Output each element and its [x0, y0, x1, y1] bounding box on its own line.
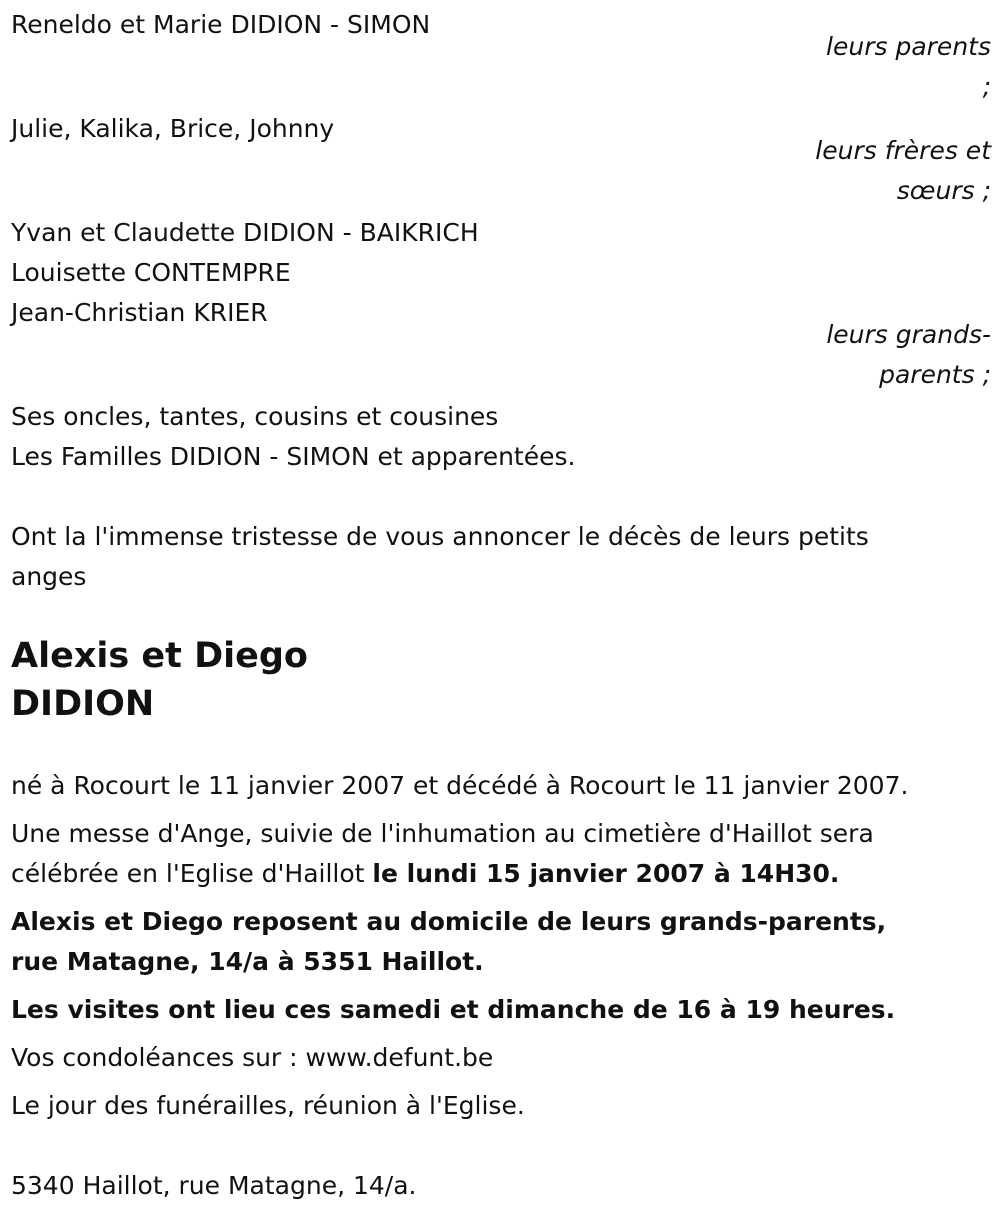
- other-family-line: Ses oncles, tantes, cousins et cousines: [11, 402, 499, 431]
- mass-text: Une messe d'Ange, suivie de l'inhumation au cimetière d'Haillot sera célébrée en l'Eglise d'Haillot: [11, 819, 874, 888]
- birth-death-text: né à Rocourt le 11 janvier 2007 et décédé à Rocourt le 11 janvier 2007.: [11, 771, 909, 800]
- family-group-grandparents: [11, 213, 991, 395]
- relation-label: leurs parents ;: [826, 32, 991, 101]
- family-group-siblings: [11, 109, 991, 211]
- family-name-line: Yvan et Claudette DIDION - BAIKRICH: [11, 218, 479, 247]
- deceased-name-first: Alexis et Diego: [11, 636, 308, 676]
- family-name-line: Louisette CONTEMPRE: [11, 258, 291, 287]
- announcement-text: Ont la l'immense tristesse de vous annoncer le décès de leurs petits anges: [11, 522, 869, 591]
- address-text: 5340 Haillot, rue Matagne, 14/a.: [11, 1171, 417, 1200]
- funeral-meeting-text: Le jour des funérailles, réunion à l'Eglise.: [11, 1091, 525, 1120]
- relation-label: leurs frères et sœurs ;: [815, 136, 991, 205]
- mass-date: le lundi 15 janvier 2007 à 14H30.: [372, 859, 840, 888]
- repose-text: Alexis et Diego reposent au domicile de leurs grands-parents, rue Matagne, 14/a à 5351 Haillot.: [11, 907, 887, 976]
- family-group-parents: [11, 5, 991, 107]
- family-name-line: Julie, Kalika, Brice, Johnny: [11, 114, 335, 143]
- deceased-name-last: DIDION: [11, 684, 155, 724]
- family-name-line: Jean-Christian KRIER: [11, 298, 268, 327]
- other-family-line: Les Familles DIDION - SIMON et apparentées.: [11, 442, 576, 471]
- condolences-text: Vos condoléances sur : www.defunt.be: [11, 1043, 494, 1072]
- relation-label: leurs grands-parents ;: [826, 320, 991, 389]
- visits-text: Les visites ont lieu ces samedi et dimanche de 16 à 19 heures.: [11, 995, 896, 1024]
- mass-paragraph: [11, 814, 911, 894]
- obituary-notice: [11, 5, 991, 1206]
- family-name-line: Reneldo et Marie DIDION - SIMON: [11, 10, 431, 39]
